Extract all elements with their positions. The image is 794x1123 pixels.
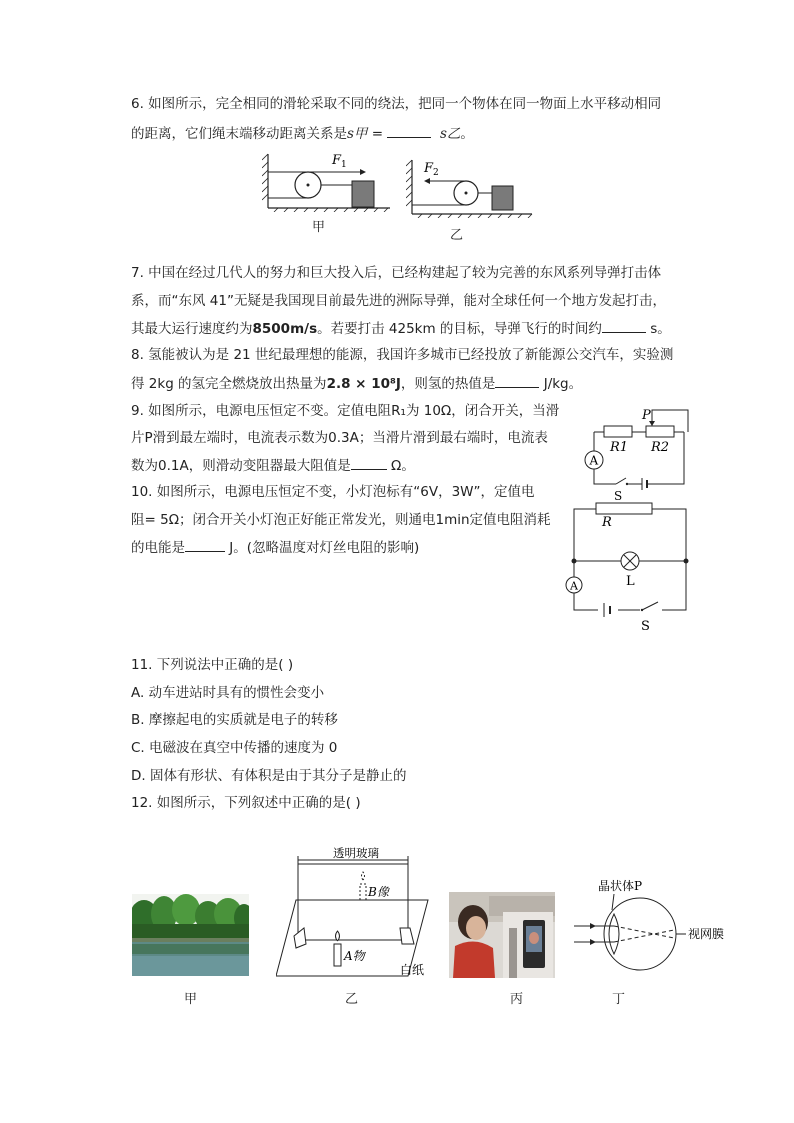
q10-answer-blank[interactable] xyxy=(185,537,225,552)
q9-line3 xyxy=(131,455,415,476)
q11-stem: 11. 下列说法中正确的是( ) xyxy=(131,657,294,673)
q8-line2-text: 得 2kg 的氢完全燃烧放出热量为 xyxy=(131,376,327,392)
q12-glass-label: 透明玻璃 xyxy=(333,846,379,860)
q7-line3-text: 其最大运行速度约为 xyxy=(131,321,253,337)
q12-retina-label: 视网膜 xyxy=(688,927,725,941)
q10-r-label: R xyxy=(602,515,612,530)
q12-image-label: B像 xyxy=(368,885,389,899)
q9-line3-text: 数为0.1A，则滑动变阻器最大阻值是 xyxy=(131,458,351,474)
q12-object-label: A物 xyxy=(344,949,365,963)
q9-p-label: P xyxy=(642,408,651,423)
q6-s-yi: s乙 xyxy=(439,126,461,142)
q9-r1-label: R1 xyxy=(610,440,629,455)
q10-line1: 10. 如图所示，电源电压恒定不变，小灯泡标有“6V，3W”，定值电 xyxy=(131,484,535,500)
q12-stem: 12. 如图所示，下列叙述中正确的是( ) xyxy=(131,795,361,811)
q11-option-d[interactable]: D. 固体有形状、有体积是由于其分子是静止的 xyxy=(131,768,407,784)
q12-caption-bing: 丙 xyxy=(510,992,524,1007)
q11-option-c[interactable]: C. 电磁波在真空中传播的速度为 0 xyxy=(131,740,338,756)
q7-line1: 7. 中国在经过几代人的努力和巨大投入后，已经构建起了较为完善的东风系列导弹打击体 xyxy=(131,265,662,281)
q6-caption-jia: 甲 xyxy=(312,220,326,235)
q6-f2-label: F xyxy=(424,161,434,176)
q9-line2: 片P滑到最左端时，电流表示数为0.3A；当滑片滑到最右端时，电流表 xyxy=(131,430,548,446)
q7-line3-text2: 。若要打击 425km 的目标，导弹飞行的时间约 xyxy=(317,321,602,337)
q12-caption-yi: 乙 xyxy=(345,992,359,1007)
q9-ammeter-label: A xyxy=(589,453,599,468)
q12-paper-label: 白纸 xyxy=(400,963,425,977)
q12-caption-ding: 丁 xyxy=(612,992,626,1007)
q10-ammeter-label: A xyxy=(570,579,578,593)
q7-speed: 8500m/s xyxy=(252,321,318,337)
q10-line3 xyxy=(131,537,419,558)
q6-eq: = xyxy=(367,126,388,142)
q7-answer-blank[interactable] xyxy=(602,318,646,333)
q10-line3-text: 的电能是 xyxy=(131,540,185,556)
svg-text:2: 2 xyxy=(433,168,439,178)
q9-r2-label: R2 xyxy=(651,440,670,455)
q9-answer-blank[interactable] xyxy=(351,455,387,470)
q11-option-a[interactable]: A. 动车进站时具有的惯性会变小 xyxy=(131,685,325,701)
q7-line3 xyxy=(131,318,671,339)
q6-s-jia: s甲 xyxy=(347,126,368,142)
q6-figure-jia xyxy=(262,150,392,212)
q10-lamp-label: L xyxy=(626,574,635,589)
q10-line2: 阻= 5Ω；闭合开关小灯泡正好能正常发光，则通电1min定值电阻消耗 xyxy=(131,512,551,528)
q6-answer-blank[interactable] xyxy=(387,123,431,138)
q8-line1: 8. 氢能被认为是 21 世纪最理想的能源，我国许多城市已经投放了新能源公交汽车，实验测 xyxy=(131,347,674,363)
q12-photo-bing xyxy=(449,892,555,978)
q10-switch-label: S xyxy=(641,619,650,634)
q9-circuit-figure xyxy=(580,406,692,502)
q6-line2-text: 的距离，它们绳末端移动距离关系是 xyxy=(131,126,347,142)
q12-lens-label: 晶状体P xyxy=(598,879,643,893)
q7-line3-end: s。 xyxy=(645,321,671,337)
q8-line2-end: J/kg。 xyxy=(539,376,583,392)
q8-line2-text2: ，则氢的热值是 xyxy=(400,376,496,392)
q9-switch-label: S xyxy=(614,489,623,502)
q10-line3-end: J。(忽略温度对灯丝电阻的影响) xyxy=(225,540,420,556)
svg-text:1: 1 xyxy=(341,160,347,170)
q9-line3-end: Ω。 xyxy=(386,458,415,474)
q9-line1: 9. 如图所示，电源电压恒定不变。定值电阻R₁为 10Ω，闭合开关，当滑 xyxy=(131,403,560,419)
q12-caption-jia: 甲 xyxy=(184,992,198,1007)
q10-circuit-figure xyxy=(564,502,694,634)
q6-f1-label: F xyxy=(332,153,342,168)
q8-line2 xyxy=(131,373,582,394)
q8-heat: 2.8 × 10⁸J xyxy=(326,376,401,392)
q6-figure-yi xyxy=(406,158,534,218)
q6-line2-end: 。 xyxy=(460,126,474,142)
q12-photo-jia xyxy=(132,894,249,976)
q6-line2 xyxy=(131,123,474,144)
q8-answer-blank[interactable] xyxy=(495,373,539,388)
q11-option-b[interactable]: B. 摩擦起电的实质就是电子的转移 xyxy=(131,712,338,728)
q12-figure-ding xyxy=(570,876,748,976)
q6-caption-yi: 乙 xyxy=(450,228,464,243)
q6-line1: 6. 如图所示，完全相同的滑轮采取不同的绕法，把同一个物体在同一物面上水平移动相同 xyxy=(131,96,662,112)
q12-figure-yi xyxy=(276,846,436,978)
q7-line2: 系，而“东风 41”无疑是我国现目前最先进的洲际导弹，能对全球任何一个地方发起打击， xyxy=(131,293,666,309)
